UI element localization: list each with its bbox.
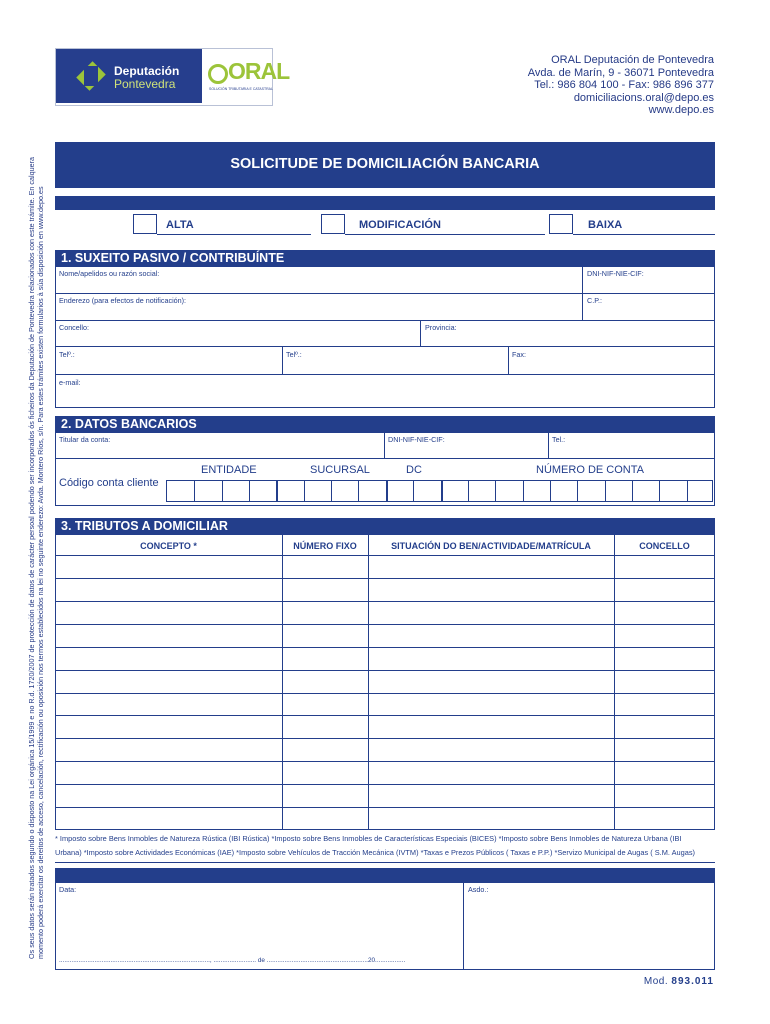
privacy-notice xyxy=(22,140,50,976)
divider xyxy=(55,293,715,294)
baixa-checkbox[interactable] xyxy=(549,214,573,234)
section2-header xyxy=(55,416,715,432)
footnote-line2: Urbana) *Imposto sobre Actividades Económicas (IAE) *Imposto sobre Vehículos de Tracción Mecánica (IVTM) *Taxas e Prezos Públicos ( Taxas e P.P.) *Servizo Municipal de Augas ( S.M. Augas) xyxy=(55,848,695,857)
tel1-field[interactable]: Telº.: xyxy=(59,350,75,359)
divider xyxy=(508,346,509,374)
logo-dep-line1: Deputación xyxy=(114,64,180,78)
model-prefix: Mod. xyxy=(643,976,669,987)
cp-field[interactable]: C.P.: xyxy=(587,296,603,305)
table-row-line xyxy=(55,647,715,648)
model-code: 893.011 xyxy=(671,976,714,987)
table-row-line xyxy=(55,807,715,808)
table-row-line xyxy=(55,784,715,785)
digit-cell-divider xyxy=(632,481,633,501)
section3-title: 3. TRIBUTOS A DOMICILIAR xyxy=(61,519,228,533)
dni-bank-field[interactable]: DNI-NIF-NIE-CIF: xyxy=(388,435,445,444)
digit-cell-divider xyxy=(413,481,414,501)
section1-box xyxy=(55,266,715,408)
address-line: Tel.: 986 804 100 - Fax: 986 896 377 xyxy=(534,79,714,92)
date-place-line[interactable]: ....................................................................................., ........................ de .........................................................20................. xyxy=(59,957,406,964)
digit-cell-divider xyxy=(495,481,496,501)
digit-cell-divider xyxy=(249,481,250,501)
enderezo-field[interactable]: Enderezo (para efectos de notificación): xyxy=(59,296,187,305)
sucursal-label: SUCURSAL xyxy=(310,464,370,476)
divider xyxy=(55,862,715,863)
table-row-line xyxy=(55,670,715,671)
col-concello: CONCELLO xyxy=(639,541,690,551)
baixa-label: BAIXA xyxy=(588,219,623,231)
digit-cell-divider xyxy=(386,481,388,501)
digit-cell-divider xyxy=(441,481,443,501)
table-row-line xyxy=(55,738,715,739)
table-row-line xyxy=(55,715,715,716)
titular-field[interactable]: Titular da conta: xyxy=(59,435,111,444)
digit-cell-divider xyxy=(659,481,660,501)
nome-field[interactable]: Nome/apelidos ou razón social: xyxy=(59,269,160,278)
address-line: ORAL Deputación de Pontevedra xyxy=(551,54,714,66)
table-row-line xyxy=(55,693,715,694)
divider xyxy=(420,320,421,346)
footnote xyxy=(55,834,695,857)
shield-inner-icon xyxy=(84,66,98,86)
digit-cell-divider xyxy=(605,481,606,501)
oral-logo-icon xyxy=(208,64,228,84)
section1-header xyxy=(55,250,715,266)
section2-title: 2. DATOS BANCARIOS xyxy=(61,417,197,431)
divider xyxy=(282,346,283,374)
table-row-line xyxy=(55,601,715,602)
model-number xyxy=(644,976,714,987)
divider xyxy=(55,320,715,321)
digit-cell-divider xyxy=(550,481,551,501)
tel2-field[interactable]: Telº.: xyxy=(286,350,302,359)
provincia-field[interactable]: Provincia: xyxy=(425,323,457,332)
digit-cell-divider xyxy=(276,481,278,501)
privacy-line1: Os seus datos serán tratados segundo o disposto na Lei orgánica 15/1999 e no R.d. 1720/2007 de protección de datos de carácter persoal podendo ser incorporados ós ficheiros da Deputación de Pontevedra relacionados con este trámite. En calquera xyxy=(27,157,36,959)
divider xyxy=(55,555,715,556)
col-situacion: SITUACIÓN DO BEN/ACTIVIDADE/MATRÍCULA xyxy=(391,541,591,551)
options-top-bar xyxy=(55,196,715,210)
section3-header xyxy=(55,518,715,534)
dc-label: DC xyxy=(406,464,422,476)
address-email-link[interactable]: domiciliacions.oral@depo.es xyxy=(573,91,714,104)
alta-label: ALTA xyxy=(166,219,194,231)
digit-cell-divider xyxy=(468,481,469,501)
digit-cell-divider xyxy=(331,481,332,501)
digit-cell-divider xyxy=(358,481,359,501)
table-row-line xyxy=(55,761,715,762)
digit-cell-divider xyxy=(304,481,305,501)
email-field[interactable]: e-mail: xyxy=(59,378,81,387)
divider xyxy=(55,458,715,459)
digit-cell-divider xyxy=(687,481,688,501)
modificacion-label: MODIFICACIÓN xyxy=(359,219,441,231)
digit-cell-divider xyxy=(577,481,578,501)
divider xyxy=(55,346,715,347)
concello-field[interactable]: Concello: xyxy=(59,323,89,332)
footnote-line1: * Imposto sobre Bens Inmobles de Natureza Rústica (IBI Rústica) *Imposto sobre Bens Inmobles de Características Especiais (BICES) *Imposto sobre Bens Inmobles de Natureza Urbana (IBI xyxy=(55,834,682,843)
col-numero-fixo: NÚMERO FIXO xyxy=(293,541,357,551)
divider xyxy=(548,432,549,458)
logo-dep-line2: Pontevedra xyxy=(114,77,176,91)
oral-logo-text: ORAL xyxy=(228,58,290,84)
account-digits[interactable] xyxy=(166,480,713,502)
numero-conta-label: NÚMERO DE CONTA xyxy=(536,464,644,476)
divider xyxy=(573,234,715,235)
fax-field[interactable]: Fax: xyxy=(512,350,526,359)
digit-cell-divider xyxy=(194,481,195,501)
entidade-label: ENTIDADE xyxy=(201,464,257,476)
asdo-field[interactable]: Asdo.: xyxy=(468,885,489,894)
col-concepto: CONCEPTO * xyxy=(140,541,197,551)
address-block xyxy=(528,54,714,117)
address-web-link[interactable]: www.depo.es xyxy=(648,104,714,117)
divider xyxy=(463,882,464,970)
data-field[interactable]: Data: xyxy=(59,885,77,894)
divider xyxy=(582,266,583,320)
oral-logo-subtitle: SOLUCIÓN TRIBUTARIA E CATASTRAL xyxy=(209,87,273,91)
dni-field[interactable]: DNI-NIF-NIE-CIF: xyxy=(587,269,644,278)
codigo-conta-label: Código conta cliente xyxy=(59,477,159,489)
divider xyxy=(157,234,311,235)
signature-top-bar xyxy=(55,868,715,882)
digit-cell-divider xyxy=(222,481,223,501)
privacy-line2: momento poderá exercitar os dereitos de acceso, cancelación, rectificación ou oposición nos termos establecidos na lei no seguinte enderezo: Avda. Montero Ríos, s/n. Para estes trámites existen formularios à súa disposición en www.depo.es xyxy=(36,186,45,959)
form-title-bar xyxy=(55,142,715,188)
digit-cell-divider xyxy=(523,481,524,501)
modificacion-checkbox[interactable] xyxy=(321,214,345,234)
divider xyxy=(345,234,545,235)
table-row-line xyxy=(55,624,715,625)
section1-title: 1. SUXEITO PASIVO / CONTRIBUÍNTE xyxy=(61,251,285,265)
divider xyxy=(55,374,715,375)
tel-bank-field[interactable]: Tel.: xyxy=(552,435,566,444)
alta-checkbox[interactable] xyxy=(133,214,157,234)
table-row-line xyxy=(55,578,715,579)
form-title: SOLICITUDE DE DOMICILIACIÓN BANCARIA xyxy=(230,156,540,172)
address-line: Avda. de Marín, 9 - 36071 Pontevedra xyxy=(527,66,714,79)
divider xyxy=(384,432,385,458)
